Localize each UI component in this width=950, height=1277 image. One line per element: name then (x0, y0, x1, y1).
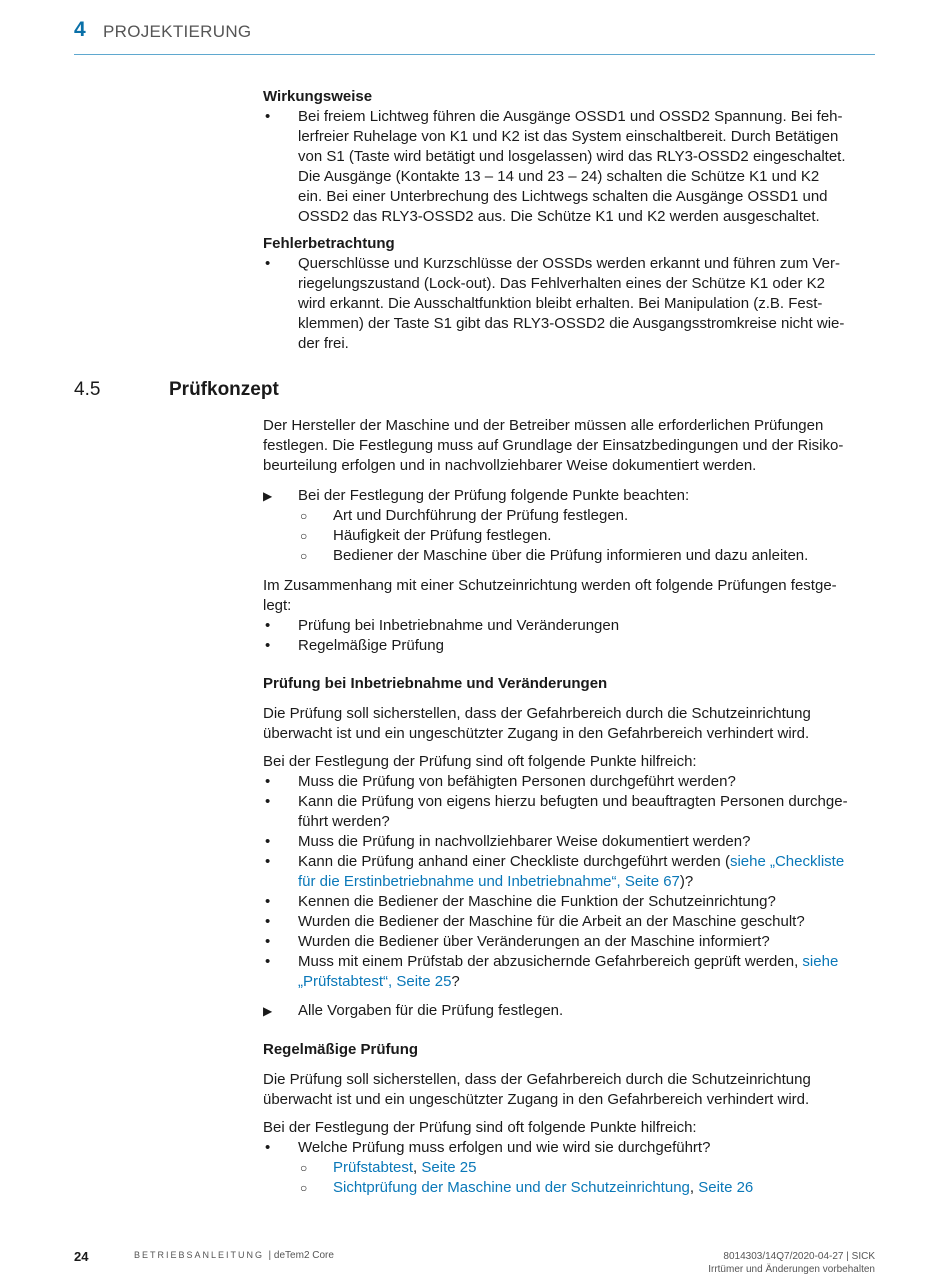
text-line: überwacht ist und ein ungeschützter Zugang in den Gefahrbereich verhindert wird. (263, 1091, 810, 1108)
pruefstab-link[interactable]: siehe (802, 953, 839, 970)
text-line: Alle Vorgaben für die Prüfung festlegen. (298, 1002, 564, 1019)
sub-item (263, 526, 875, 546)
action-item (263, 486, 875, 506)
list-item-text: Regelmäßige Prüfung (298, 637, 444, 654)
list-item-text: )? (679, 873, 694, 890)
sichtpruefung-link[interactable]: Sichtprüfung der Maschine und der Schutzeinrichtung (333, 1179, 690, 1196)
list-item (263, 107, 875, 227)
list-item-text: Muss die Prüfung in nachvollziehbarer Weise dokumentiert werden? (298, 833, 751, 850)
checklist-link-cont[interactable]: für die Erstinbetriebnahme und Inbetriebnahme“, Seite 67 (298, 873, 680, 890)
list-item-text: Welche Prüfung muss erfolgen und wie wird sie durchgeführt? (298, 1139, 711, 1156)
text-line: Die Prüfung soll sicherstellen, dass der Gefahrbereich durch die Schutzeinrichtung (263, 1071, 811, 1088)
text-line: beurteilung erfolgen und in nachvollziehbarer Weise dokumentiert werden. (263, 457, 757, 474)
text-line: Bei der Festlegung der Prüfung sind oft folgende Punkte hilfreich: (263, 753, 697, 770)
sub-item (263, 506, 875, 526)
doc-type: BETRIEBSANLEITUNG (134, 1250, 265, 1260)
circle-bullet-icon: ○ (300, 1161, 308, 1175)
sub-item-text: Art und Durchführung der Prüfung festlegen. (333, 507, 629, 524)
text-line: Im Zusammenhang mit einer Schutzeinrichtung werden oft folgende Prüfungen festge- (263, 577, 837, 594)
bullet-icon: • (265, 617, 271, 634)
section-title: Prüfkonzept (169, 379, 279, 400)
text-line: von S1 (Taste wird betätigt und losgelassen) wird das RLY3-OSSD2 eingeschaltet. (298, 148, 846, 165)
text-line: überwacht ist und ein ungeschützter Zugang in den Gefahrbereich verhindert wird. (263, 725, 810, 742)
circle-bullet-icon: ○ (300, 1181, 308, 1195)
pruefstab-link-cont[interactable]: „Prüfstabtest“, Seite 25 (298, 973, 452, 990)
circle-bullet-icon: ○ (300, 529, 308, 543)
separator: , (689, 1179, 699, 1196)
pruefstabtest-link[interactable]: Prüfstabtest (333, 1159, 414, 1176)
list-item (263, 636, 875, 656)
inbetrieb-list (263, 752, 875, 992)
page-header (74, 16, 875, 55)
fehlerbetrachtung-block (263, 234, 875, 354)
bullet-icon: • (265, 913, 271, 930)
separator: , (413, 1159, 422, 1176)
list-item (263, 792, 875, 832)
circle-bullet-icon: ○ (300, 549, 308, 563)
sub-item (263, 546, 875, 566)
text-line: legt: (263, 597, 292, 614)
text-line: Querschlüsse und Kurzschlüsse der OSSDs werden erkannt und führen zum Ver- (298, 255, 840, 272)
list-item (263, 852, 875, 892)
inbetrieb-paragraph (263, 704, 875, 744)
text-line: Bei der Festlegung der Prüfung folgende Punkte beachten: (298, 487, 690, 504)
list-item (263, 254, 875, 354)
regel-paragraph (263, 1070, 875, 1110)
text-line: festlegen. Die Festlegung muss auf Grundlage der Einsatzbedingungen und der Risiko- (263, 437, 844, 454)
inbetrieb-heading: Prüfung bei Inbetriebnahme und Veränderungen (263, 675, 608, 692)
bullet-icon: • (265, 773, 271, 790)
page-25-link[interactable]: Seite 25 (421, 1159, 477, 1176)
action-item (263, 1001, 875, 1021)
context-block (263, 576, 875, 656)
action-block (263, 486, 875, 566)
list-item-text: Kennen die Bediener der Maschine die Funktion der Schutzeinrichtung? (298, 893, 776, 910)
bullet-icon: • (265, 893, 271, 910)
list-item (263, 772, 875, 792)
page-26-link[interactable]: Seite 26 (698, 1179, 754, 1196)
footer-right (708, 1250, 875, 1276)
text-line: riegelungszustand (Lock-out). Das Fehlverhalten eines der Schütze K1 oder K2 (298, 275, 825, 292)
sub-item (263, 1158, 875, 1178)
text-line: Die Ausgänge (Kontakte 13 – 14 und 23 – 24) schalten die Schütze K1 und K2 (298, 168, 820, 185)
bullet-icon: • (265, 255, 271, 272)
regel-heading-block (263, 1040, 875, 1060)
text-line: führt werden? (298, 813, 390, 830)
list-item (263, 892, 875, 912)
list-item (263, 616, 875, 636)
text-line: Die Prüfung soll sicherstellen, dass der Gefahrbereich durch die Schutzeinrichtung (263, 705, 811, 722)
text-line: Bei freiem Lichtweg führen die Ausgänge OSSD1 und OSSD2 Spannung. Bei feh- (298, 108, 843, 125)
chapter-title: PROJEKTIERUNG (103, 22, 252, 41)
sub-item-text: Bediener der Maschine über die Prüfung informieren und dazu anleiten. (333, 547, 809, 564)
text-line: Kann die Prüfung von eigens hierzu befugten und beauftragten Personen durchge- (298, 793, 848, 810)
fehlerbetrachtung-heading: Fehlerbetrachtung (263, 235, 395, 252)
list-item (263, 832, 875, 852)
section-number: 4.5 (74, 379, 101, 400)
list-item-text: Muss die Prüfung von befähigten Personen durchgeführt werden? (298, 773, 736, 790)
bullet-icon: • (265, 933, 271, 950)
text-line: ein. Bei einer Unterbrechung des Lichtwegs schalten die Ausgänge OSSD1 und (298, 188, 828, 205)
list-item-text: Muss mit einem Prüfstab der abzusichernde Gefahrbereich geprüft werden, (298, 953, 803, 970)
list-item (263, 932, 875, 952)
list-item-text: Wurden die Bediener der Maschine für die Arbeit an der Maschine geschult? (298, 913, 805, 930)
bullet-icon: • (265, 793, 271, 810)
wirkungsweise-heading: Wirkungsweise (263, 88, 373, 105)
circle-bullet-icon: ○ (300, 509, 308, 523)
footer-doc-type (134, 1250, 334, 1261)
inbetrieb-action (263, 1001, 875, 1021)
text-line: klemmen) der Taste S1 gibt das RLY3-OSSD2 die Ausgangsstromkreise nicht wie- (298, 315, 845, 332)
regel-list (263, 1118, 875, 1198)
page-number: 24 (74, 1249, 89, 1264)
action-arrow-icon: ▶ (263, 489, 273, 503)
text-line: lerfreier Ruhelage von K1 und K2 ist das System einschaltbereit. Durch Betätigen (298, 128, 839, 145)
text-line: Der Hersteller der Maschine und der Betreiber müssen alle erforderlichen Prüfungen (263, 417, 824, 434)
sub-item-text: Häufigkeit der Prüfung festlegen. (333, 527, 552, 544)
text-line: der frei. (298, 335, 349, 352)
text-line: OSSD2 das RLY3-OSSD2 aus. Die Schütze K1 und K2 werden ausgeschaltet. (298, 208, 820, 225)
list-item-text: Wurden die Bediener über Veränderungen an der Maschine informiert? (298, 933, 770, 950)
action-arrow-icon: ▶ (263, 1004, 273, 1018)
intro-paragraph (263, 416, 875, 476)
bullet-icon: • (265, 637, 271, 654)
bullet-icon: • (265, 853, 271, 870)
list-item (263, 952, 875, 992)
inbetrieb-heading-block (263, 674, 875, 694)
footer-note: Irrtümer und Änderungen vorbehalten (708, 1264, 875, 1275)
list-item-text: ? (451, 973, 460, 990)
bullet-icon: • (265, 953, 271, 970)
list-item-text: Kann die Prüfung anhand einer Checkliste durchgeführt werden ( (298, 853, 730, 870)
text-line: wird erkannt. Die Ausschaltfunktion bleibt erhalten. Bei Manipulation (z.B. Fest- (298, 295, 823, 312)
product-name: | deTem2 Core (268, 1250, 334, 1261)
bullet-icon: • (265, 1139, 271, 1156)
list-item-text: Prüfung bei Inbetriebnahme und Veränderungen (298, 617, 620, 634)
list-item (263, 1138, 875, 1158)
bullet-icon: • (265, 833, 271, 850)
sub-item (263, 1178, 875, 1198)
wirkungsweise-block (263, 87, 875, 227)
doc-id: 8014303/14Q7/2020-04-27 | SICK (723, 1251, 875, 1262)
checklist-link[interactable]: siehe „Checkliste (729, 853, 845, 870)
list-item (263, 912, 875, 932)
regel-heading: Regelmäßige Prüfung (263, 1041, 419, 1058)
chapter-number: 4 (74, 18, 86, 41)
text-line: Bei der Festlegung der Prüfung sind oft folgende Punkte hilfreich: (263, 1119, 697, 1136)
bullet-icon: • (265, 108, 271, 125)
